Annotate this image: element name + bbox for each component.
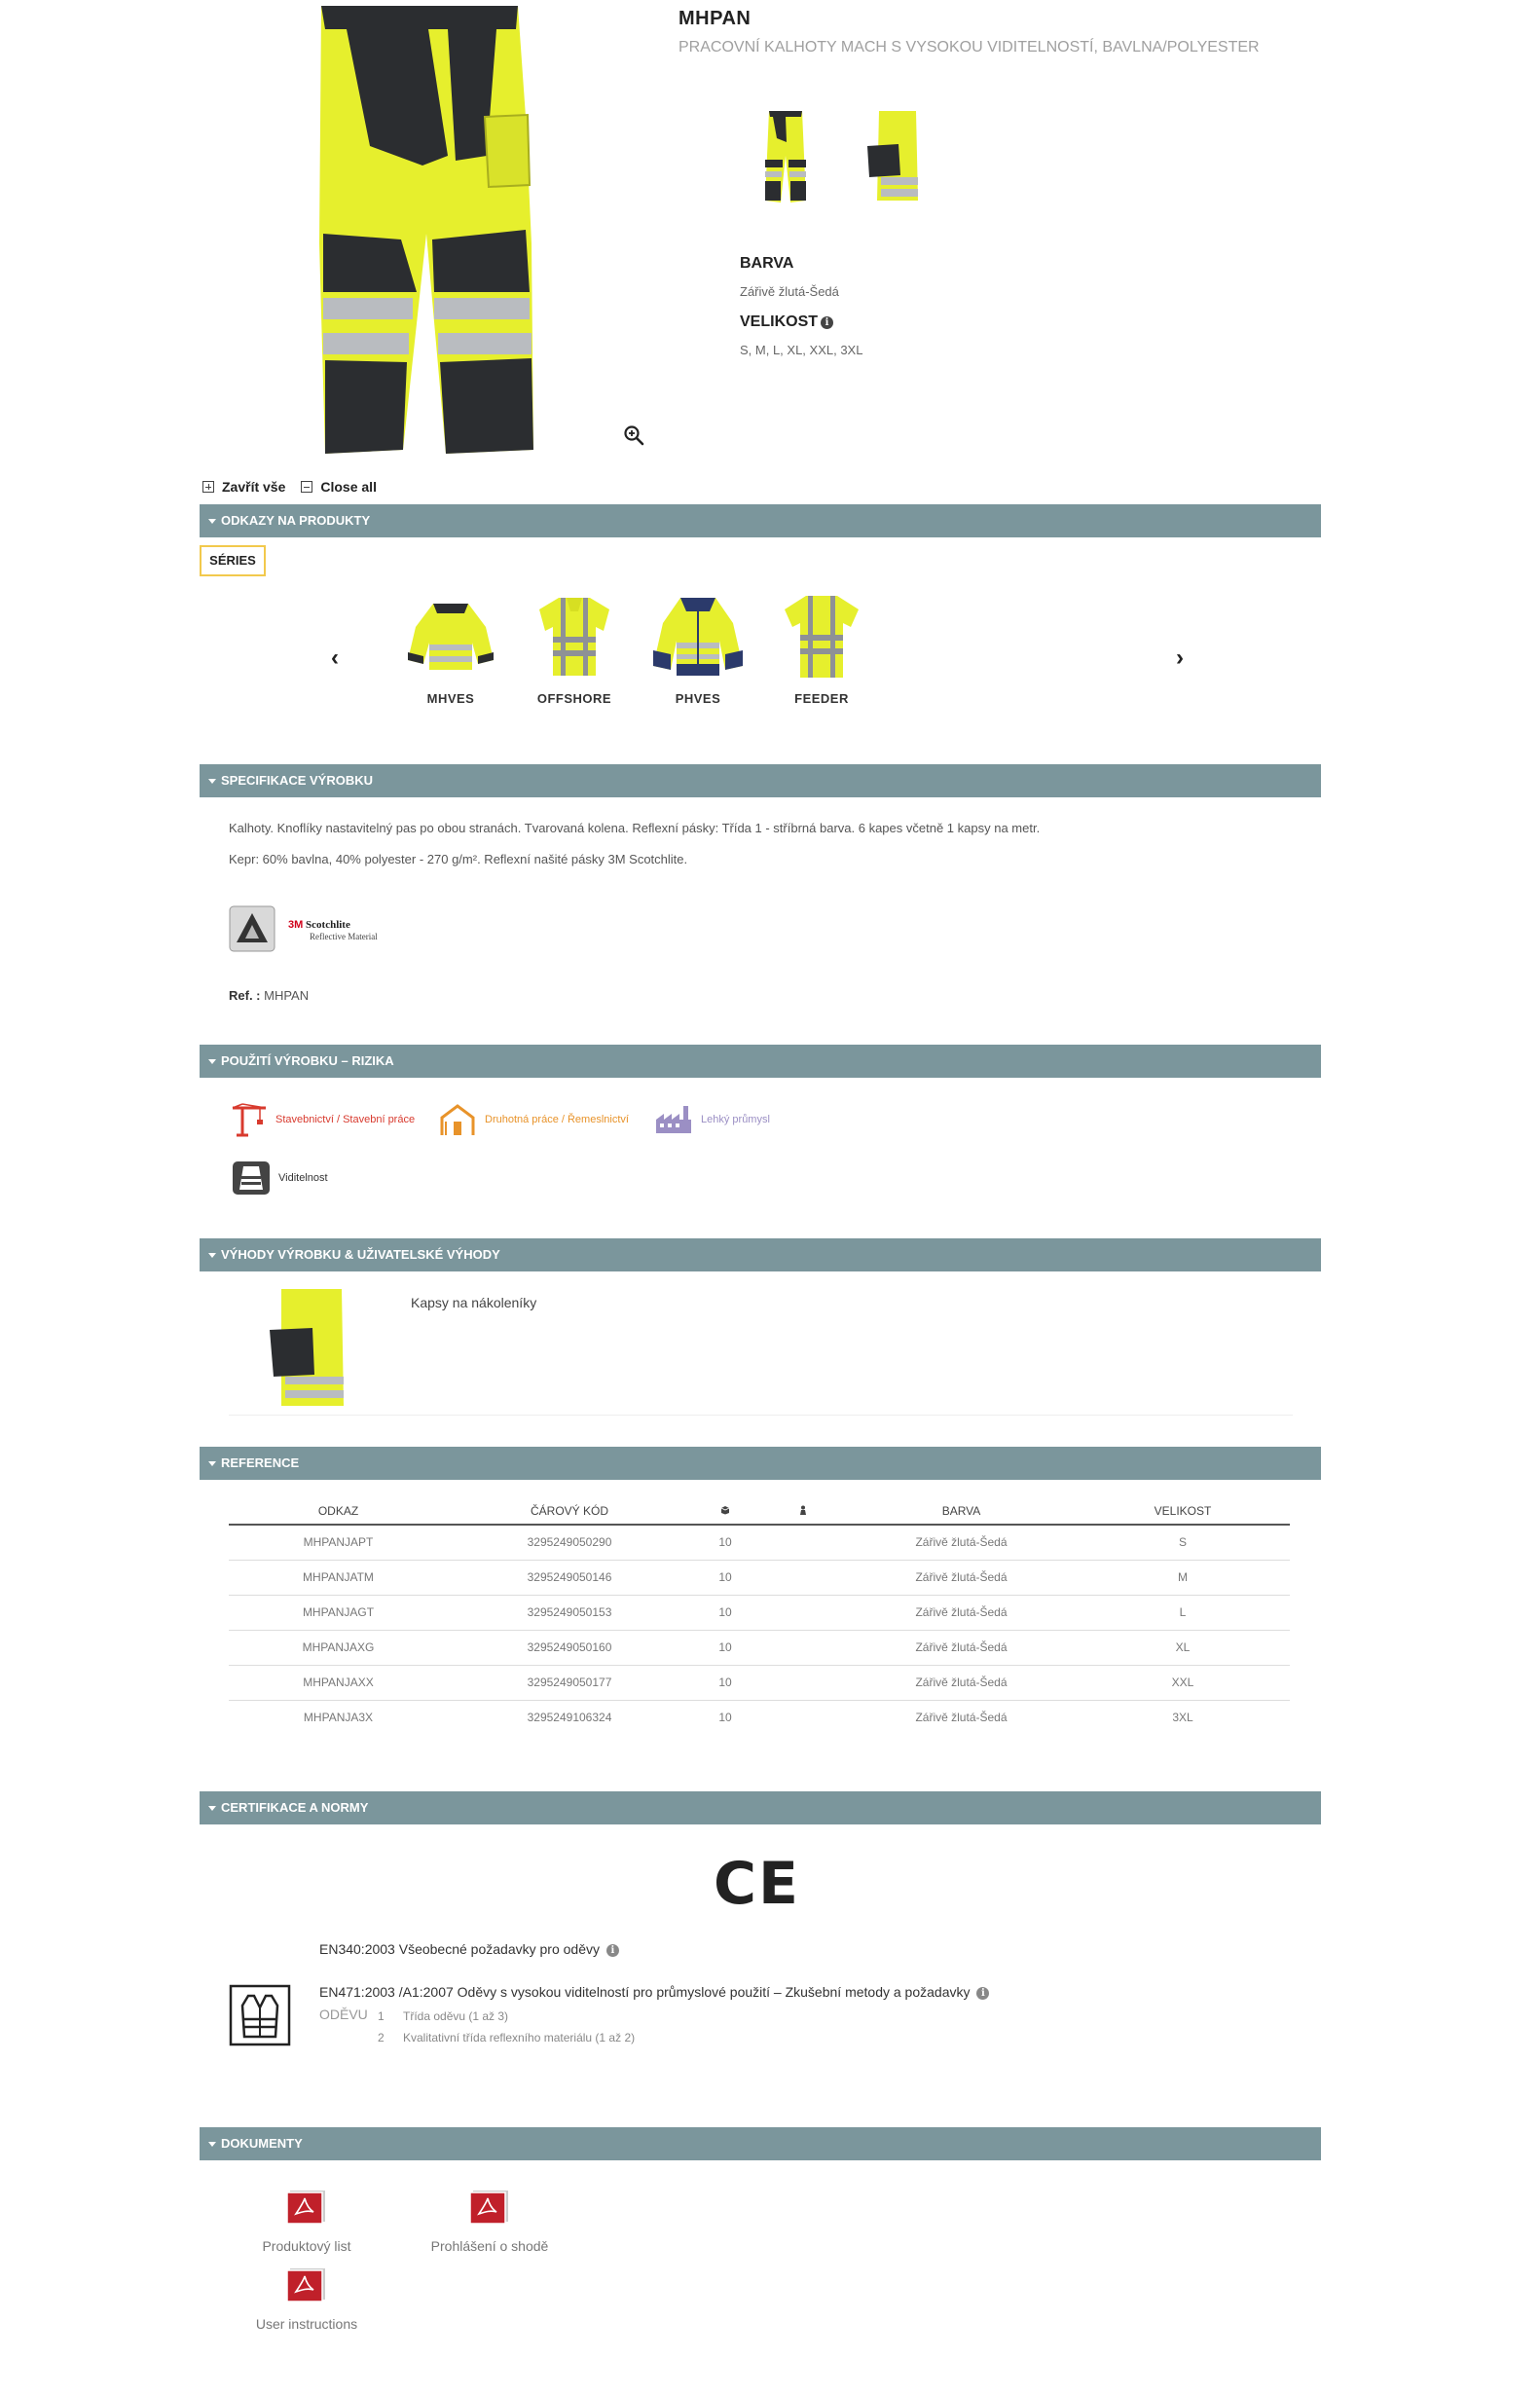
norm-category: ODĚVU: [319, 2007, 368, 2022]
brand-3m: 3M: [288, 919, 304, 931]
pdf-icon: [284, 2266, 329, 2303]
benefit-text: Kapsy na nákoleníky: [411, 1295, 537, 1310]
carousel-item-offshore[interactable]: [521, 588, 628, 706]
ce-mark: CE: [714, 1850, 801, 1918]
col-odkaz: ODKAZ: [229, 1497, 448, 1525]
norm-en340: [319, 1941, 619, 1957]
carousel-item-label: MHVES: [426, 691, 475, 706]
factory-icon: [654, 1102, 693, 1137]
cell-size: L: [1076, 1595, 1290, 1630]
cell-ref: MHPANJAXX: [229, 1665, 448, 1700]
carousel-item-label: FEEDER: [794, 691, 849, 706]
section-spec-title: SPECIFIKACE VÝROBKU: [221, 773, 374, 788]
carousel-item-label: PHVES: [675, 691, 721, 706]
product-thumbnail-knee[interactable]: [860, 107, 928, 204]
spec-description: Kalhoty. Knoflíky nastavitelný pas po obou stranách. Tvarovaná kolena. Reflexní pásky: Třída 1 - stříbrná barva. 6 kapes včetně 1 kapsy na metr.: [229, 821, 1041, 835]
col-package: [691, 1497, 759, 1525]
divider: [229, 1415, 1293, 1416]
color-value: Zářivě žlutá-Šedá: [740, 284, 839, 299]
info-icon[interactable]: i: [976, 1987, 989, 2000]
visibility-vest-icon: [232, 1160, 271, 1196]
pdf-icon: [284, 2189, 329, 2226]
document-label: Produktový list: [262, 2238, 351, 2254]
section-cert-header[interactable]: [200, 1791, 1321, 1824]
collapse-icon[interactable]: [301, 481, 312, 493]
cell-person: [759, 1665, 847, 1700]
product-subtitle: PRACOVNÍ KALHOTY MACH S VYSOKOU VIDITELNOSTÍ, BAVLNA/POLYESTER: [678, 39, 1260, 55]
jacket-image: [404, 588, 497, 681]
table-row: [229, 1630, 1290, 1665]
crane-icon: [229, 1102, 268, 1137]
section-spec-header[interactable]: [200, 764, 1321, 797]
section-usage-header[interactable]: [200, 1045, 1321, 1078]
section-benefits-header[interactable]: [200, 1238, 1321, 1271]
table-row: [229, 1665, 1290, 1700]
document-label: Prohlášení o shodě: [430, 2238, 549, 2254]
caret-down-icon: [208, 1059, 216, 1064]
section-documents-title: DOKUMENTY: [221, 2136, 303, 2151]
section-links-title: ODKAZY NA PRODUKTY: [221, 513, 371, 528]
section-benefits-title: VÝHODY VÝROBKU & UŽIVATELSKÉ VÝHODY: [221, 1247, 500, 1262]
close-all-link[interactable]: Close all: [320, 479, 377, 495]
carousel-item-phves[interactable]: [644, 588, 752, 706]
spec-material: Kepr: 60% bavlna, 40% polyester - 270 g/m². Reflexní našité pásky 3M Scotchlite.: [229, 852, 688, 866]
size-label: VELIKOST: [740, 313, 819, 330]
cell-size: XXL: [1076, 1665, 1290, 1700]
section-documents-header[interactable]: [200, 2127, 1321, 2160]
section-cert-title: CERTIFIKACE A NORMY: [221, 1800, 369, 1815]
risk-crafts: [438, 1102, 629, 1137]
cell-color: Zářivě žlutá-Šedá: [847, 1595, 1076, 1630]
series-tab[interactable]: SÉRIES: [200, 545, 266, 576]
pdf-icon: [467, 2189, 512, 2226]
caret-down-icon: [208, 519, 216, 524]
norm-row: [378, 2031, 635, 2044]
risk-label: Viditelnost: [278, 1172, 328, 1184]
expand-icon[interactable]: [202, 481, 214, 493]
cell-barcode: 3295249050290: [448, 1525, 691, 1560]
table-header-row: [229, 1497, 1290, 1525]
product-thumbnail-front[interactable]: [752, 107, 820, 204]
cell-size: XL: [1076, 1630, 1290, 1665]
cell-size: M: [1076, 1560, 1290, 1595]
cell-package: 10: [691, 1665, 759, 1700]
cell-person: [759, 1630, 847, 1665]
cell-ref: MHPANJAPT: [229, 1525, 448, 1560]
carousel-prev-icon[interactable]: ‹: [331, 645, 339, 671]
document-label: User instructions: [255, 2316, 358, 2332]
section-usage-title: POUŽITÍ VÝROBKU – RIZIKA: [221, 1053, 394, 1068]
table-row: [229, 1595, 1290, 1630]
product-main-image[interactable]: [302, 0, 545, 460]
document-product-sheet[interactable]: [229, 2189, 385, 2254]
zoom-in-icon[interactable]: [623, 424, 644, 446]
norm-row-num: 2: [378, 2031, 385, 2044]
hi-vis-vest-pictogram-icon: [229, 1984, 291, 2046]
risk-light-industry: [654, 1102, 770, 1137]
cell-ref: MHPANJAGT: [229, 1595, 448, 1630]
brand-scotchlite: Scotchlite: [306, 919, 350, 931]
caret-down-icon: [208, 779, 216, 784]
size-value: S, M, L, XL, XXL, 3XL: [740, 343, 863, 357]
cell-package: 10: [718, 1711, 732, 1725]
carousel-next-icon[interactable]: ›: [1176, 645, 1184, 671]
person-icon: [798, 1505, 808, 1515]
package-icon: [720, 1505, 730, 1515]
cell-person: [759, 1595, 847, 1630]
tshirt-image: [775, 588, 868, 681]
col-size: VELIKOST: [1076, 1497, 1290, 1525]
caret-down-icon: [208, 1253, 216, 1258]
reference-table: [229, 1497, 1290, 1735]
col-person: [759, 1497, 847, 1525]
info-icon[interactable]: i: [821, 316, 833, 329]
section-reference-title: REFERENCE: [221, 1455, 300, 1470]
risk-label: Lehký průmysl: [701, 1114, 770, 1125]
risk-label: Stavebnictví / Stavební práce: [275, 1114, 416, 1125]
col-color: BARVA: [847, 1497, 1076, 1525]
cell-ref: MHPANJATM: [229, 1560, 448, 1595]
cell-color: Zářivě žlutá-Šedá: [847, 1560, 1076, 1595]
benefit-knee-pocket-image: [268, 1287, 346, 1409]
cell-barcode: 3295249050177: [448, 1665, 691, 1700]
risk-construction: [229, 1102, 415, 1137]
cell-package: 10: [691, 1560, 759, 1595]
norm-row: [378, 2009, 508, 2023]
carousel-item-label: OFFSHORE: [536, 691, 612, 706]
cell-package: 10: [691, 1595, 759, 1630]
table-row: [229, 1525, 1290, 1560]
cell-size: S: [1076, 1525, 1290, 1560]
caret-down-icon: [208, 2142, 216, 2147]
ref-value: MHPAN: [264, 988, 310, 1003]
col-barcode: ČÁROVÝ KÓD: [448, 1497, 691, 1525]
document-user-instructions[interactable]: [229, 2266, 385, 2332]
document-declaration[interactable]: [412, 2189, 568, 2254]
norm-en471-text: EN471:2003 /A1:2007 Oděvy s vysokou viditelností pro průmyslové použití – Zkušební metody a požadavky: [319, 1984, 971, 2000]
norm-en471: [319, 1984, 989, 2000]
size-label-row: [740, 313, 833, 331]
info-icon[interactable]: i: [606, 1944, 619, 1957]
norm-row-text: Kvalitativní třída reflexního materiálu (1 až 2): [403, 2031, 636, 2044]
cell-ref: MHPANJA3X: [303, 1711, 374, 1725]
risk-label: Druhotná práce / Řemeslnictví: [485, 1114, 629, 1125]
delta-plus-logo-icon: [229, 905, 275, 952]
table-row: [229, 1560, 1290, 1595]
cell-barcode: 3295249050153: [448, 1595, 691, 1630]
cell-package: 10: [691, 1525, 759, 1560]
carousel-item-mhves[interactable]: [397, 588, 504, 706]
cell-color: Zářivě žlutá-Šedá: [915, 1711, 1008, 1725]
color-label: BARVA: [740, 255, 794, 272]
carousel-item-feeder[interactable]: [768, 588, 875, 706]
cell-color: Zářivě žlutá-Šedá: [847, 1630, 1076, 1665]
section-links-header[interactable]: [200, 504, 1321, 537]
cell-color: Zářivě žlutá-Šedá: [847, 1525, 1076, 1560]
cell-color: Zářivě žlutá-Šedá: [847, 1665, 1076, 1700]
ref-label: Ref. :: [229, 988, 261, 1003]
expand-all-link[interactable]: Zavřít vše: [222, 479, 286, 495]
house-tools-icon: [438, 1102, 477, 1137]
section-reference-header[interactable]: [200, 1447, 1321, 1480]
risk-visibility: [232, 1160, 328, 1196]
parka-image: [651, 588, 745, 681]
ref-line: [229, 988, 309, 1003]
polo-image: [528, 588, 621, 681]
caret-down-icon: [208, 1806, 216, 1811]
cell-person: [759, 1560, 847, 1595]
cell-barcode: 3295249106324: [527, 1711, 612, 1725]
cell-barcode: 3295249050146: [448, 1560, 691, 1595]
caret-down-icon: [208, 1461, 216, 1466]
cell-barcode: 3295249050160: [448, 1630, 691, 1665]
cell-package: 10: [691, 1630, 759, 1665]
cell-ref: MHPANJAXG: [229, 1630, 448, 1665]
toggle-row: [202, 479, 377, 495]
cell-person: [759, 1700, 847, 1735]
norm-en340-text: EN340:2003 Všeobecné požadavky pro oděvy: [319, 1941, 600, 1957]
product-title: MHPAN: [678, 8, 752, 29]
scotchlite-logo: [288, 919, 378, 942]
cell-person: [759, 1525, 847, 1560]
brand-tagline: Reflective Material: [310, 932, 378, 941]
table-row: [229, 1700, 1290, 1735]
cell-size: 3XL: [1172, 1711, 1193, 1725]
norm-row-text: Třída oděvu (1 až 3): [403, 2009, 509, 2023]
norm-row-num: 1: [378, 2009, 385, 2023]
